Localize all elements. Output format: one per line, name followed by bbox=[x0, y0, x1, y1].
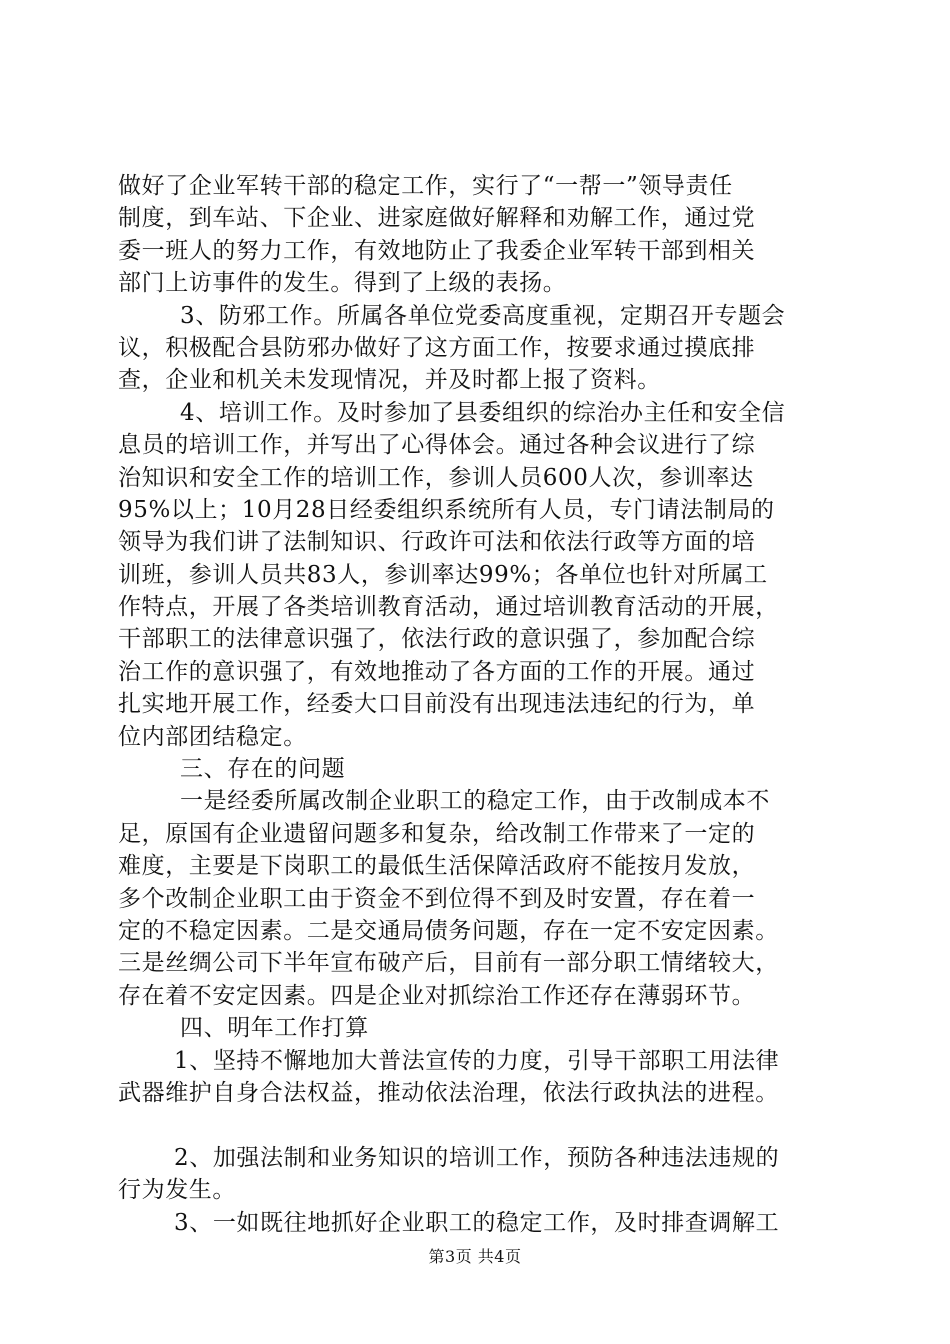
text-line: 足，原国有企业遗留问题多和复杂，给改制工作带来了一定的 bbox=[118, 820, 756, 847]
text-line: 治工作的意识强了，有效地推动了各方面的工作的开展。通过 bbox=[118, 658, 756, 685]
text-line: 委一班人的努力工作，有效地防止了我委企业军转干部到相关 bbox=[118, 237, 756, 264]
blank-line bbox=[118, 1109, 858, 1141]
text-line: 行为发生。 bbox=[118, 1177, 236, 1204]
text-line: 作特点，开展了各类培训教育活动，通过培训教育活动的开展， bbox=[118, 594, 779, 621]
text-line: 2、加强法制和业务知识的培训工作，预防各种违法违规的 bbox=[174, 1144, 780, 1171]
text-line: 难度，主要是下岗职工的最低生活保障活政府不能按月发放， bbox=[118, 853, 756, 880]
text-line: 议，积极配合县防邪办做好了这方面工作，按要求通过摸底排 bbox=[118, 334, 756, 361]
text-line: 4、培训工作。及时参加了县委组织的综治办主任和安全信 bbox=[180, 399, 786, 426]
text-line: 训班，参训人员共83人，参训率达99%；各单位也针对所属工 bbox=[118, 561, 768, 588]
section-heading: 四、明年工作打算 bbox=[180, 1015, 369, 1042]
text-line: 查，企业和机关未发现情况，并及时都上报了资料。 bbox=[118, 367, 661, 394]
text-line: 位内部团结稳定。 bbox=[118, 723, 307, 750]
text-line: 一是经委所属改制企业职工的稳定工作，由于改制成本不 bbox=[180, 788, 770, 815]
text-line: 3、一如既往地抓好企业职工的稳定工作，及时排查调解工 bbox=[174, 1209, 780, 1236]
text-line: 扎实地开展工作，经委大口目前没有出现违法违纪的行为，单 bbox=[118, 691, 756, 718]
body-text bbox=[118, 170, 858, 1239]
text-line: 定的不稳定因素。二是交通局债务问题，存在一定不安定因素。 bbox=[118, 917, 779, 944]
text-line: 3、防邪工作。所属各单位党委高度重视，定期召开专题会 bbox=[180, 302, 786, 329]
text-line: 存在着不安定因素。四是企业对抓综治工作还存在薄弱环节。 bbox=[118, 982, 756, 1009]
text-line: 1、坚持不懈地加大普法宣传的力度，引导干部职工用法律 bbox=[174, 1047, 780, 1074]
text-line: 治知识和安全工作的培训工作，参训人员600人次，参训率达 bbox=[118, 464, 754, 491]
text-line: 息员的培训工作，并写出了心得体会。通过各种会议进行了综 bbox=[118, 432, 756, 459]
section-heading: 三、存在的问题 bbox=[180, 756, 346, 783]
text-line: 做好了企业军转干部的稳定工作，实行了“一帮一”领导责任 bbox=[118, 173, 733, 199]
text-line: 领导为我们讲了法制知识、行政许可法和依法行政等方面的培 bbox=[118, 529, 756, 556]
text-line: 制度，到车站、下企业、进家庭做好解释和劝解工作，通过党 bbox=[118, 205, 756, 232]
text-line: 95%以上；10月28日经委组织系统所有人员，专门请法制局的 bbox=[118, 496, 775, 523]
text-line: 武器维护自身合法权益，推动依法治理，依法行政执法的进程。 bbox=[118, 1079, 779, 1106]
text-line: 部门上访事件的发生。得到了上级的表扬。 bbox=[118, 270, 567, 297]
text-line: 三是丝绸公司下半年宣布破产后，目前有一部分职工情绪较大， bbox=[118, 950, 779, 977]
text-line: 多个改制企业职工由于资金不到位得不到及时安置，存在着一 bbox=[118, 885, 756, 912]
page-number: 第3页 共4页 bbox=[428, 1247, 522, 1266]
text-line: 干部职工的法律意识强了，依法行政的意识强了，参加配合综 bbox=[118, 626, 756, 653]
